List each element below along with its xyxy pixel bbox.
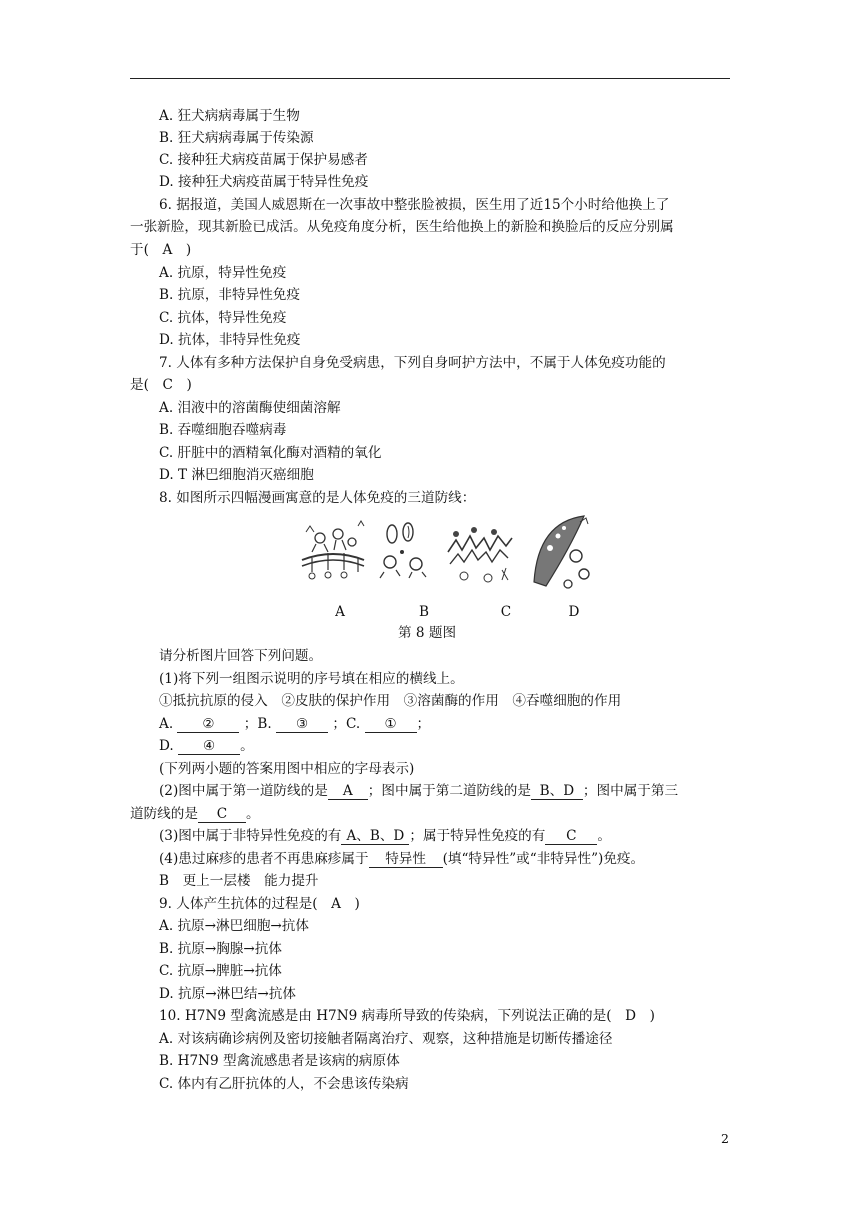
text: 道防线的是 [130,806,198,822]
option-line: D. 抗原→淋巴结→抗体 [159,986,296,1002]
option-line: A. 抗原，特异性免疫 [159,265,287,281]
figure-d-image [524,512,598,596]
text: ；图中属于第三 [582,783,679,799]
text: ；图中属于第二道防线的是 [367,783,531,799]
option-line: A. 对该病确诊病例及密切接触者隔离治疗、观察，这种措施是切断传播途径 [159,1031,613,1047]
option-line: D. 抗体，非特异性免疫 [159,332,301,348]
question-6-text: 6. 据报道，美国人威恩斯在一次事故中整张脸被损，医生用了近15个小时给他换上了 [159,197,670,213]
figure-label-c: C [500,604,512,620]
option-line: C. 抗原→脾脏→抗体 [159,963,282,979]
question-7-text: 7. 人体有多种方法保护自身免受病患，下列自身呵护方法中，不属于人体免疫功能的 [159,355,666,371]
blank-label: ； [416,716,431,732]
option-line: D. 接种狂犬病疫苗属于特异性免疫 [159,174,369,190]
section-heading: B 更上一层楼 能力提升 [159,873,319,889]
figure-label-b: B [419,604,429,620]
answer-blank: A、B、D [341,828,409,845]
question-10-text: 10. H7N9 型禽流感是由 H7N9 病毒所导致的传染病，下列说法正确的是( D ) [159,1008,655,1024]
text: (4)患过麻疹的患者不再患麻疹属于 [159,851,369,867]
question-8-part-2-cont [130,804,260,824]
question-8-text: 8. 如图所示四幅漫画寓意的是人体免疫的三道防线： [159,490,476,506]
blank-label: ；C. [332,716,361,732]
question-6-answer: 于( A ) [130,242,192,258]
question-9-text: 9. 人体产生抗体的过程是( A ) [159,896,360,912]
answer-blank: B、D [531,783,583,800]
answer-blank: C [545,828,597,845]
text: 。 [245,806,260,822]
text: (3)图中属于非特异性免疫的有 [159,828,342,844]
answer-blank: C [198,806,246,823]
option-line: C. 抗体，特异性免疫 [159,310,287,326]
blank-label: 。 [240,738,254,754]
question-8-blanks-row-1 [159,714,430,734]
figure-b-image [376,512,436,592]
blank-label: A. [159,716,174,732]
figure-label-a: A [335,604,345,620]
page-number: 2 [721,1131,729,1146]
question-7-answer: 是( C ) [130,377,192,393]
option-line: C. 肝脏中的酒精氧化酶对酒精的氧化 [159,445,382,461]
question-8-part-2 [159,781,678,801]
answer-blank: ① [365,716,417,733]
answer-blank: ② [177,716,239,733]
option-line: A. 狂犬病病毒属于生物 [159,108,300,124]
blank-label: ；B. [243,716,272,732]
blank-label: D. [159,738,174,754]
question-8-instruction: 请分析图片回答下列问题。 [159,648,323,664]
question-8-note: (下列两小题的答案用图中相应的字母表示) [159,761,415,777]
answer-blank: 特异性 [369,851,443,868]
option-line: B. 抗原→胸腺→抗体 [159,941,282,957]
text: 。 [597,828,611,844]
option-line: C. 接种狂犬病疫苗属于保护易感者 [159,152,368,168]
answer-blank: ③ [276,716,328,733]
text: (2)图中属于第一道防线的是 [159,783,328,799]
option-line: A. 抗原→淋巴细胞→抗体 [159,918,309,934]
option-line: B. 狂犬病病毒属于传染源 [159,130,314,146]
option-line: B. 抗原，非特异性免疫 [159,287,300,303]
option-line: A. 泪液中的溶菌酶使细菌溶解 [159,400,341,416]
figure-caption: 第 8 题图 [398,625,457,641]
text: (填“特异性”或“非特异性”)免疫。 [442,851,645,867]
question-6-text: 一张新脸，现其新脸已成活。从免疫角度分析，医生给他换上的新脸和换脸后的反应分别属 [130,219,674,235]
answer-blank: ④ [178,738,240,755]
question-8-blanks-row-2 [159,736,254,756]
figure-c-image [444,512,516,592]
question-8-part-4 [159,849,644,869]
option-line: D. T 淋巴细胞消灭癌细胞 [159,467,314,483]
option-line: C. 体内有乙肝抗体的人，不会患该传染病 [159,1076,409,1092]
figure-a-image [298,512,368,592]
question-8-options: ①抵抗抗原的侵入 ②皮肤的保护作用 ③溶菌酶的作用 ④吞噬细胞的作用 [159,693,622,709]
question-8-figures [298,512,598,596]
option-line: B. 吞噬细胞吞噬病毒 [159,422,287,438]
header-rule [130,78,730,79]
question-8-part-1: (1)将下列一组图示说明的序号填在相应的横线上。 [159,671,464,687]
question-8-part-3 [159,826,611,846]
answer-blank: A [328,783,368,800]
figure-label-d: D [568,604,580,620]
text: ；属于特异性免疫的有 [409,828,546,844]
option-line: B. H7N9 型禽流感患者是该病的病原体 [159,1053,400,1069]
